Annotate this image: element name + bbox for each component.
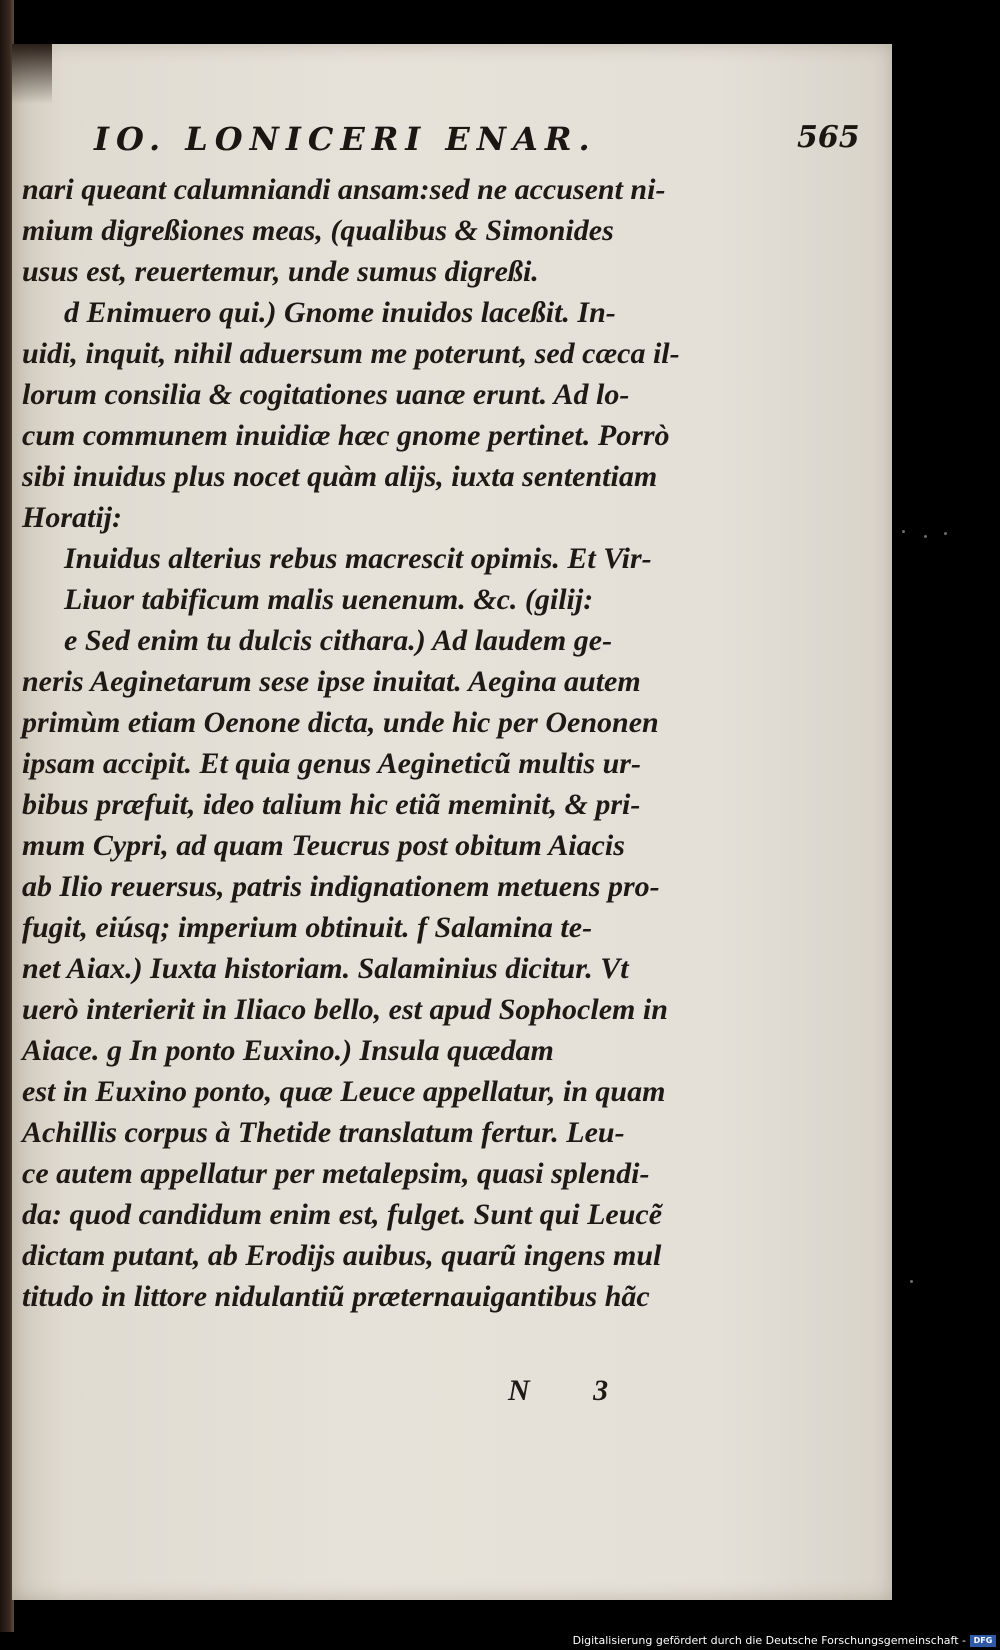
text-line: lorum consilia & cogitationes uanæ erunt. Ad lo- (22, 378, 630, 411)
page-corner-shadow (12, 44, 52, 104)
verse-line: Liuor tabificum malis uenenum. &c. (gilij: (64, 583, 594, 616)
text-line: est in Euxino ponto, quæ Leuce appellatur, in quam (22, 1075, 666, 1108)
text-line: ab Ilio reuersus, patris indignationem metuens pro- (22, 870, 660, 903)
text-line: da: quod candidum enim est, fulget. Sunt qui Leucẽ (22, 1198, 663, 1231)
text-line: bibus præfuit, ideo talium hic etiã meminit, & pri- (22, 788, 641, 821)
text-line: d Enimuero qui.) Gnome inuidos laceßit. In- (64, 296, 616, 329)
text-line: uerò interierit in Iliaco bello, est apud Sophoclem in (22, 993, 668, 1026)
dust-speck (910, 1280, 913, 1283)
text-line: ipsam accipit. Et quia genus Aegineticũ multis ur- (22, 747, 641, 780)
body-text (22, 169, 702, 1317)
text-line: mum Cypri, ad quam Teucrus post obitum Aiacis (22, 829, 625, 862)
dust-speck (944, 532, 947, 535)
text-line: usus est, reuertemur, unde sumus digreßi. (22, 255, 539, 288)
dfg-logo[interactable]: DFG (970, 1635, 996, 1647)
text-line: Horatij: (22, 501, 123, 534)
text-line: Achillis corpus à Thetide translatum fertur. Leu- (22, 1116, 625, 1149)
text-line: sibi inuidus plus nocet quàm alijs, iuxta sententiam (22, 460, 658, 493)
text-line: dictam putant, ab Erodijs auibus, quarũ ingens mul (22, 1239, 662, 1272)
dust-speck (924, 535, 927, 538)
verse-line: Inuidus alterius rebus macrescit opimis. Et Vir- (64, 542, 652, 575)
running-head: IO. LONICERI ENAR. (94, 120, 597, 158)
text-line: titudo in littore nidulantiũ præternauigantibus hãc (22, 1280, 650, 1313)
text-line: primùm etiam Oenone dicta, unde hic per Oenonen (22, 706, 659, 739)
signature-mark: N 3 (508, 1374, 637, 1407)
text-line: nari queant calumniandi ansam:sed ne accusent ni- (22, 173, 666, 206)
dust-speck (902, 530, 905, 533)
digitization-footer (0, 1632, 1000, 1650)
text-line: mium digreßiones meas, (qualibus & Simonides (22, 214, 614, 247)
text-line: neris Aeginetarum sese ipse inuitat. Aegina autem (22, 665, 641, 698)
text-line: net Aiax.) Iuxta historiam. Salaminius dicitur. Vt (22, 952, 629, 985)
text-line: uidi, inquit, nihil aduersum me poterunt, sed cæca il- (22, 337, 680, 370)
footer-credit: Digitalisierung gefördert durch die Deutsche Forschungsgemeinschaft - (572, 1634, 966, 1647)
text-line: fugit, eiúsq; imperium obtinuit. f Salamina te- (22, 911, 593, 944)
page-number: 565 (797, 120, 860, 155)
text-line: ce autem appellatur per metalepsim, quasi splendi- (22, 1157, 650, 1190)
text-line: e Sed enim tu dulcis cithara.) Ad laudem ge- (64, 624, 613, 657)
text-line: Aiace. g In ponto Euxino.) Insula quædam (22, 1034, 554, 1067)
text-line: cum communem inuidiæ hæc gnome pertinet. Porrò (22, 419, 670, 452)
book-page (12, 44, 892, 1600)
